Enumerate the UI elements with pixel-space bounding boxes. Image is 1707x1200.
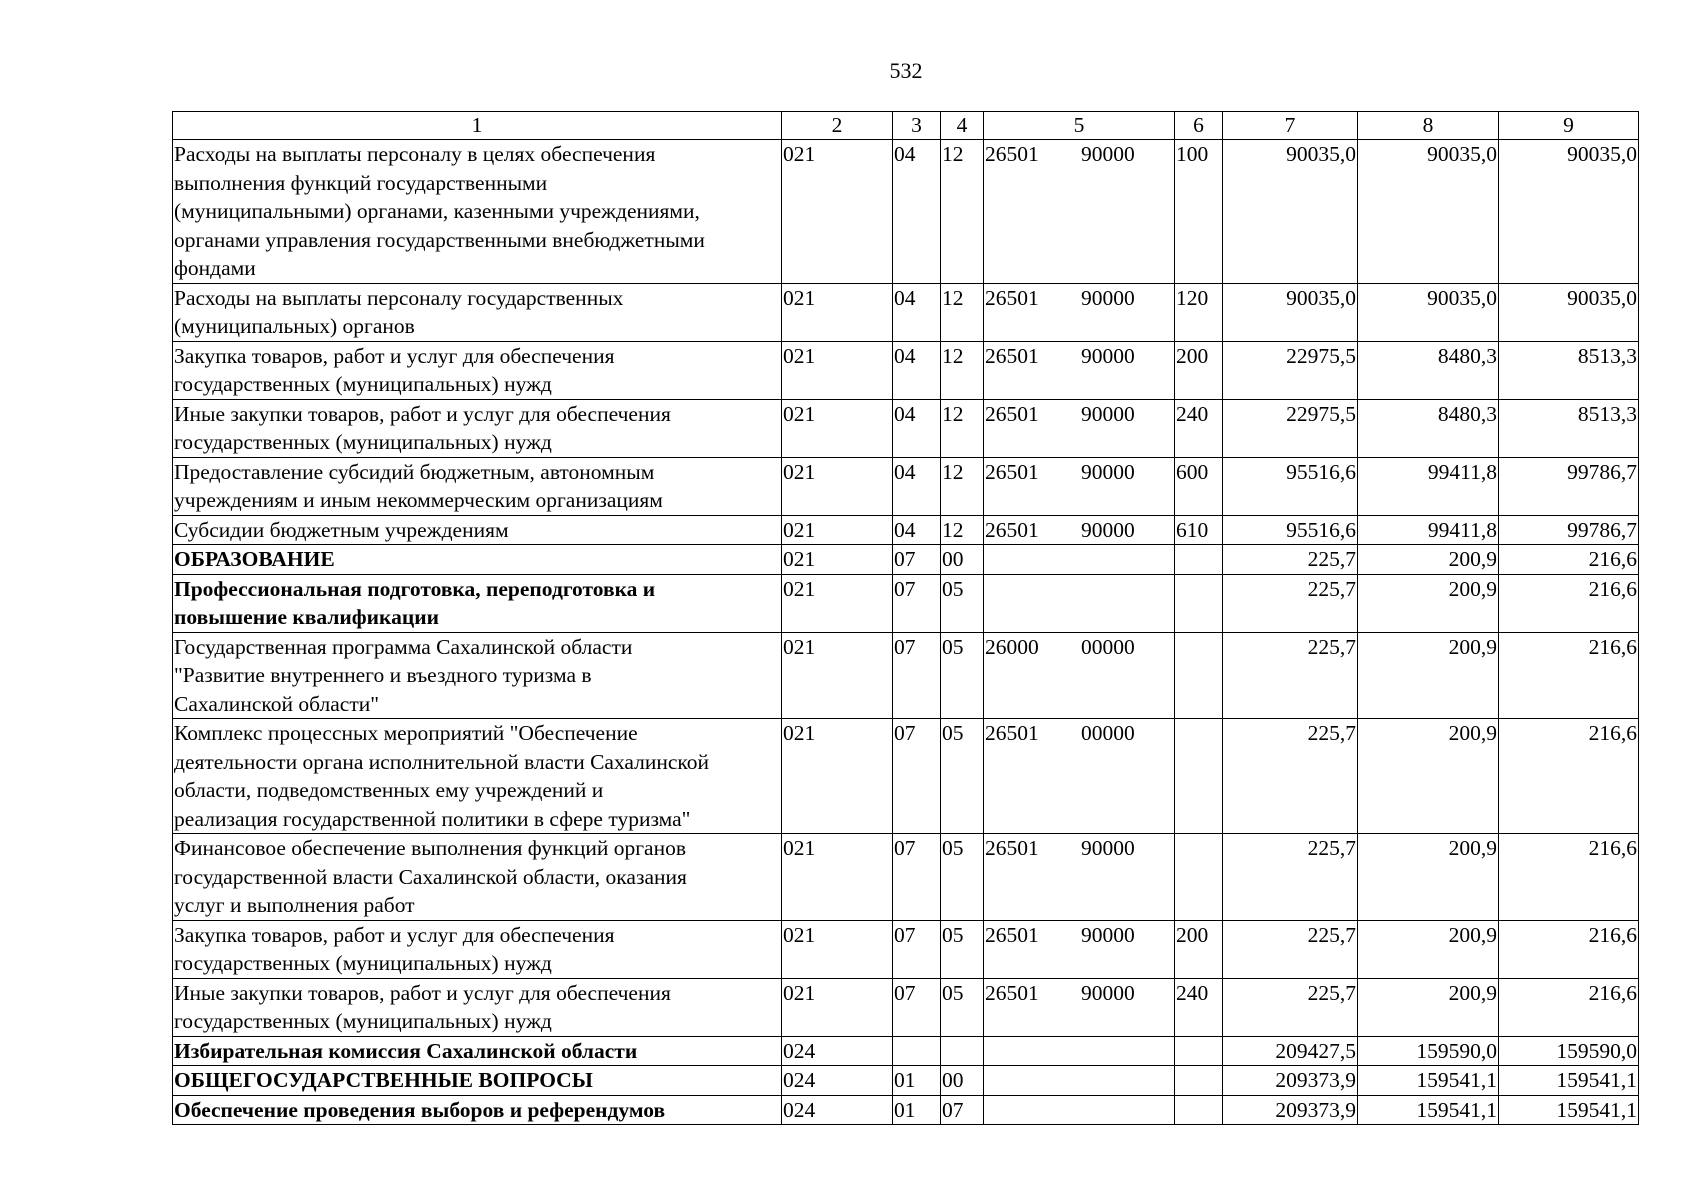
table-row xyxy=(173,399,1639,457)
expense-type-code: 240 xyxy=(1175,399,1223,457)
amount-col-8: 200,9 xyxy=(1358,978,1499,1036)
col-header-9: 9 xyxy=(1499,112,1639,140)
ministry-code: 021 xyxy=(782,834,893,921)
target-article-code xyxy=(984,1036,1175,1066)
ministry-code: 021 xyxy=(782,140,893,284)
subsection-code: 05 xyxy=(941,574,984,632)
subsection-code: 12 xyxy=(941,399,984,457)
section-code: 07 xyxy=(893,834,941,921)
subsection-code: 12 xyxy=(941,140,984,284)
target-program-code: 26501 xyxy=(985,517,1039,542)
amount-col-7: 95516,6 xyxy=(1223,457,1358,515)
table-row xyxy=(173,1095,1639,1125)
amount-col-7: 209427,5 xyxy=(1223,1036,1358,1066)
row-name: ОБЩЕГОСУДАРСТВЕННЫЕ ВОПРОСЫ xyxy=(173,1066,782,1096)
column-number-row xyxy=(173,112,1639,140)
table-row xyxy=(173,283,1639,341)
amount-col-9: 216,6 xyxy=(1499,719,1639,834)
subsection-code: 05 xyxy=(941,920,984,978)
amount-col-7: 225,7 xyxy=(1223,920,1358,978)
row-name: Иные закупки товаров, работ и услуг для обеспечения государственных (муниципальных) нужд xyxy=(173,399,782,457)
amount-col-9: 159541,1 xyxy=(1499,1066,1639,1096)
expense-type-code: 100 xyxy=(1175,140,1223,284)
table-row xyxy=(173,632,1639,719)
table-row xyxy=(173,719,1639,834)
target-direction-code: 90000 xyxy=(1081,980,1135,1005)
target-article-code xyxy=(984,834,1175,921)
target-article-code xyxy=(984,1095,1175,1125)
amount-col-8: 200,9 xyxy=(1358,545,1499,575)
target-article-code xyxy=(984,341,1175,399)
row-name: Расходы на выплаты персоналу государственных (муниципальных) органов xyxy=(173,283,782,341)
target-direction-code: 90000 xyxy=(1081,343,1135,368)
expense-type-code: 240 xyxy=(1175,978,1223,1036)
target-program-code: 26501 xyxy=(985,721,1039,745)
ministry-code: 021 xyxy=(782,545,893,575)
subsection-code xyxy=(941,1036,984,1066)
amount-col-7: 225,7 xyxy=(1223,834,1358,921)
row-name: Предоставление субсидий бюджетным, автономным учреждениям и иным некоммерческим организациям xyxy=(173,457,782,515)
amount-col-8: 200,9 xyxy=(1358,920,1499,978)
subsection-code: 12 xyxy=(941,341,984,399)
target-direction-code: 00000 xyxy=(1081,721,1135,745)
ministry-code: 021 xyxy=(782,978,893,1036)
amount-col-7: 95516,6 xyxy=(1223,515,1358,545)
table-row xyxy=(173,457,1639,515)
target-program-code: 26501 xyxy=(985,980,1039,1005)
section-code: 07 xyxy=(893,545,941,575)
amount-col-7: 225,7 xyxy=(1223,719,1358,834)
row-name: Закупка товаров, работ и услуг для обеспечения государственных (муниципальных) нужд xyxy=(173,341,782,399)
table-row xyxy=(173,341,1639,399)
ministry-code: 024 xyxy=(782,1036,893,1066)
amount-col-9: 216,6 xyxy=(1499,920,1639,978)
target-program-code: 26501 xyxy=(985,343,1039,368)
target-direction-code: 90000 xyxy=(1081,285,1135,310)
subsection-code: 00 xyxy=(941,1066,984,1096)
amount-col-8: 200,9 xyxy=(1358,632,1499,719)
target-article-code xyxy=(984,978,1175,1036)
target-article-code xyxy=(984,574,1175,632)
row-name: Субсидии бюджетным учреждениям xyxy=(173,515,782,545)
amount-col-9: 99786,7 xyxy=(1499,515,1639,545)
expense-type-code xyxy=(1175,545,1223,575)
amount-col-8: 8480,3 xyxy=(1358,399,1499,457)
expense-type-code xyxy=(1175,1095,1223,1125)
target-direction-code: 90000 xyxy=(1081,836,1135,860)
row-name: Избирательная комиссия Сахалинской области xyxy=(173,1036,782,1066)
expense-type-code: 610 xyxy=(1175,515,1223,545)
section-code: 04 xyxy=(893,341,941,399)
amount-col-8: 90035,0 xyxy=(1358,283,1499,341)
subsection-code: 05 xyxy=(941,719,984,834)
target-program-code: 26501 xyxy=(985,401,1039,426)
expense-type-code: 120 xyxy=(1175,283,1223,341)
amount-col-9: 99786,7 xyxy=(1499,457,1639,515)
col-header-3: 3 xyxy=(893,112,941,140)
expense-type-code: 200 xyxy=(1175,920,1223,978)
ministry-code: 021 xyxy=(782,341,893,399)
row-name: Государственная программа Сахалинской области "Развитие внутреннего и въездного туризма в Сахалинской области" xyxy=(173,632,782,719)
amount-col-8: 200,9 xyxy=(1358,834,1499,921)
ministry-code: 021 xyxy=(782,283,893,341)
amount-col-9: 159541,1 xyxy=(1499,1095,1639,1125)
amount-col-7: 90035,0 xyxy=(1223,283,1358,341)
ministry-code: 024 xyxy=(782,1066,893,1096)
col-header-7: 7 xyxy=(1223,112,1358,140)
expense-type-code xyxy=(1175,834,1223,921)
amount-col-7: 22975,5 xyxy=(1223,341,1358,399)
section-code: 07 xyxy=(893,719,941,834)
amount-col-8: 159541,1 xyxy=(1358,1095,1499,1125)
target-article-code xyxy=(984,283,1175,341)
section-code: 07 xyxy=(893,632,941,719)
amount-col-9: 216,6 xyxy=(1499,545,1639,575)
target-program-code: 26000 xyxy=(985,634,1039,659)
section-code: 04 xyxy=(893,283,941,341)
amount-col-7: 22975,5 xyxy=(1223,399,1358,457)
amount-col-9: 216,6 xyxy=(1499,834,1639,921)
col-header-4: 4 xyxy=(941,112,984,140)
amount-col-8: 159541,1 xyxy=(1358,1066,1499,1096)
row-name: Расходы на выплаты персоналу в целях обеспечения выполнения функций государственными (муниципальными) органами, казенными учреждениями, органами управления государственными внебюджетными фондами xyxy=(173,140,782,284)
amount-col-9: 90035,0 xyxy=(1499,283,1639,341)
table-row xyxy=(173,140,1639,284)
amount-col-7: 225,7 xyxy=(1223,545,1358,575)
target-program-code: 26501 xyxy=(985,285,1039,310)
col-header-8: 8 xyxy=(1358,112,1499,140)
table-row xyxy=(173,545,1639,575)
target-article-code xyxy=(984,140,1175,284)
amount-col-9: 8513,3 xyxy=(1499,399,1639,457)
amount-col-7: 209373,9 xyxy=(1223,1095,1358,1125)
target-article-code xyxy=(984,719,1175,834)
section-code: 07 xyxy=(893,574,941,632)
target-direction-code: 90000 xyxy=(1081,922,1135,947)
target-program-code: 26501 xyxy=(985,142,1039,166)
section-code: 04 xyxy=(893,457,941,515)
expense-type-code xyxy=(1175,574,1223,632)
amount-col-8: 99411,8 xyxy=(1358,515,1499,545)
row-name: Комплекс процессных мероприятий "Обеспечение деятельности органа исполнительной власти Сахалинской области, подведомственных ему учреждений и реализация государственной политики в сфере туризма" xyxy=(173,719,782,834)
amount-col-7: 225,7 xyxy=(1223,978,1358,1036)
target-article-code xyxy=(984,920,1175,978)
col-header-6: 6 xyxy=(1175,112,1223,140)
target-direction-code: 90000 xyxy=(1081,517,1135,542)
expense-type-code xyxy=(1175,1066,1223,1096)
section-code: 07 xyxy=(893,920,941,978)
amount-col-7: 209373,9 xyxy=(1223,1066,1358,1096)
expense-type-code xyxy=(1175,719,1223,834)
table-row xyxy=(173,1066,1639,1096)
amount-col-8: 200,9 xyxy=(1358,574,1499,632)
col-header-5: 5 xyxy=(984,112,1175,140)
table-row xyxy=(173,834,1639,921)
amount-col-9: 90035,0 xyxy=(1499,140,1639,284)
amount-col-7: 90035,0 xyxy=(1223,140,1358,284)
subsection-code: 12 xyxy=(941,515,984,545)
target-article-code xyxy=(984,515,1175,545)
expense-type-code: 200 xyxy=(1175,341,1223,399)
target-program-code: 26501 xyxy=(985,922,1039,947)
target-article-code xyxy=(984,399,1175,457)
row-name: Иные закупки товаров, работ и услуг для обеспечения государственных (муниципальных) нужд xyxy=(173,978,782,1036)
table-row xyxy=(173,920,1639,978)
target-program-code: 26501 xyxy=(985,459,1039,484)
amount-col-9: 216,6 xyxy=(1499,978,1639,1036)
amount-col-8: 159590,0 xyxy=(1358,1036,1499,1066)
row-name: Закупка товаров, работ и услуг для обеспечения государственных (муниципальных) нужд xyxy=(173,920,782,978)
row-name: Финансовое обеспечение выполнения функций органов государственной власти Сахалинской области, оказания услуг и выполнения работ xyxy=(173,834,782,921)
table-row xyxy=(173,515,1639,545)
amount-col-9: 216,6 xyxy=(1499,574,1639,632)
target-direction-code: 90000 xyxy=(1081,142,1135,166)
ministry-code: 021 xyxy=(782,719,893,834)
amount-col-8: 99411,8 xyxy=(1358,457,1499,515)
ministry-code: 021 xyxy=(782,632,893,719)
ministry-code: 024 xyxy=(782,1095,893,1125)
budget-table xyxy=(172,111,1639,1125)
section-code: 07 xyxy=(893,978,941,1036)
expense-type-code: 600 xyxy=(1175,457,1223,515)
expense-type-code xyxy=(1175,1036,1223,1066)
amount-col-8: 90035,0 xyxy=(1358,140,1499,284)
amount-col-9: 159590,0 xyxy=(1499,1036,1639,1066)
subsection-code: 05 xyxy=(941,632,984,719)
amount-col-9: 8513,3 xyxy=(1499,341,1639,399)
target-direction-code: 90000 xyxy=(1081,401,1135,426)
ministry-code: 021 xyxy=(782,920,893,978)
amount-col-7: 225,7 xyxy=(1223,632,1358,719)
ministry-code: 021 xyxy=(782,457,893,515)
subsection-code: 12 xyxy=(941,283,984,341)
target-direction-code: 00000 xyxy=(1081,634,1135,659)
section-code: 01 xyxy=(893,1095,941,1125)
target-article-code xyxy=(984,1066,1175,1096)
amount-col-8: 8480,3 xyxy=(1358,341,1499,399)
section-code: 01 xyxy=(893,1066,941,1096)
subsection-code: 00 xyxy=(941,545,984,575)
table-row xyxy=(173,574,1639,632)
target-program-code: 26501 xyxy=(985,836,1039,860)
target-article-code xyxy=(984,632,1175,719)
section-code: 04 xyxy=(893,399,941,457)
amount-col-8: 200,9 xyxy=(1358,719,1499,834)
section-code: 04 xyxy=(893,515,941,545)
subsection-code: 05 xyxy=(941,834,984,921)
section-code: 04 xyxy=(893,140,941,284)
row-name: Профессиональная подготовка, переподготовка и повышение квалификации xyxy=(173,574,782,632)
table-row xyxy=(173,1036,1639,1066)
target-article-code xyxy=(984,457,1175,515)
subsection-code: 05 xyxy=(941,978,984,1036)
target-article-code xyxy=(984,545,1175,575)
amount-col-9: 216,6 xyxy=(1499,632,1639,719)
expense-type-code xyxy=(1175,632,1223,719)
ministry-code: 021 xyxy=(782,515,893,545)
section-code xyxy=(893,1036,941,1066)
ministry-code: 021 xyxy=(782,574,893,632)
page-number: 532 xyxy=(889,58,923,83)
target-direction-code: 90000 xyxy=(1081,459,1135,484)
col-header-2: 2 xyxy=(782,112,893,140)
col-header-1: 1 xyxy=(173,112,782,140)
row-name: Обеспечение проведения выборов и референдумов xyxy=(173,1095,782,1125)
amount-col-7: 225,7 xyxy=(1223,574,1358,632)
ministry-code: 021 xyxy=(782,399,893,457)
table-body xyxy=(173,140,1639,1125)
table-row xyxy=(173,978,1639,1036)
subsection-code: 12 xyxy=(941,457,984,515)
subsection-code: 07 xyxy=(941,1095,984,1125)
row-name: ОБРАЗОВАНИЕ xyxy=(173,545,782,575)
